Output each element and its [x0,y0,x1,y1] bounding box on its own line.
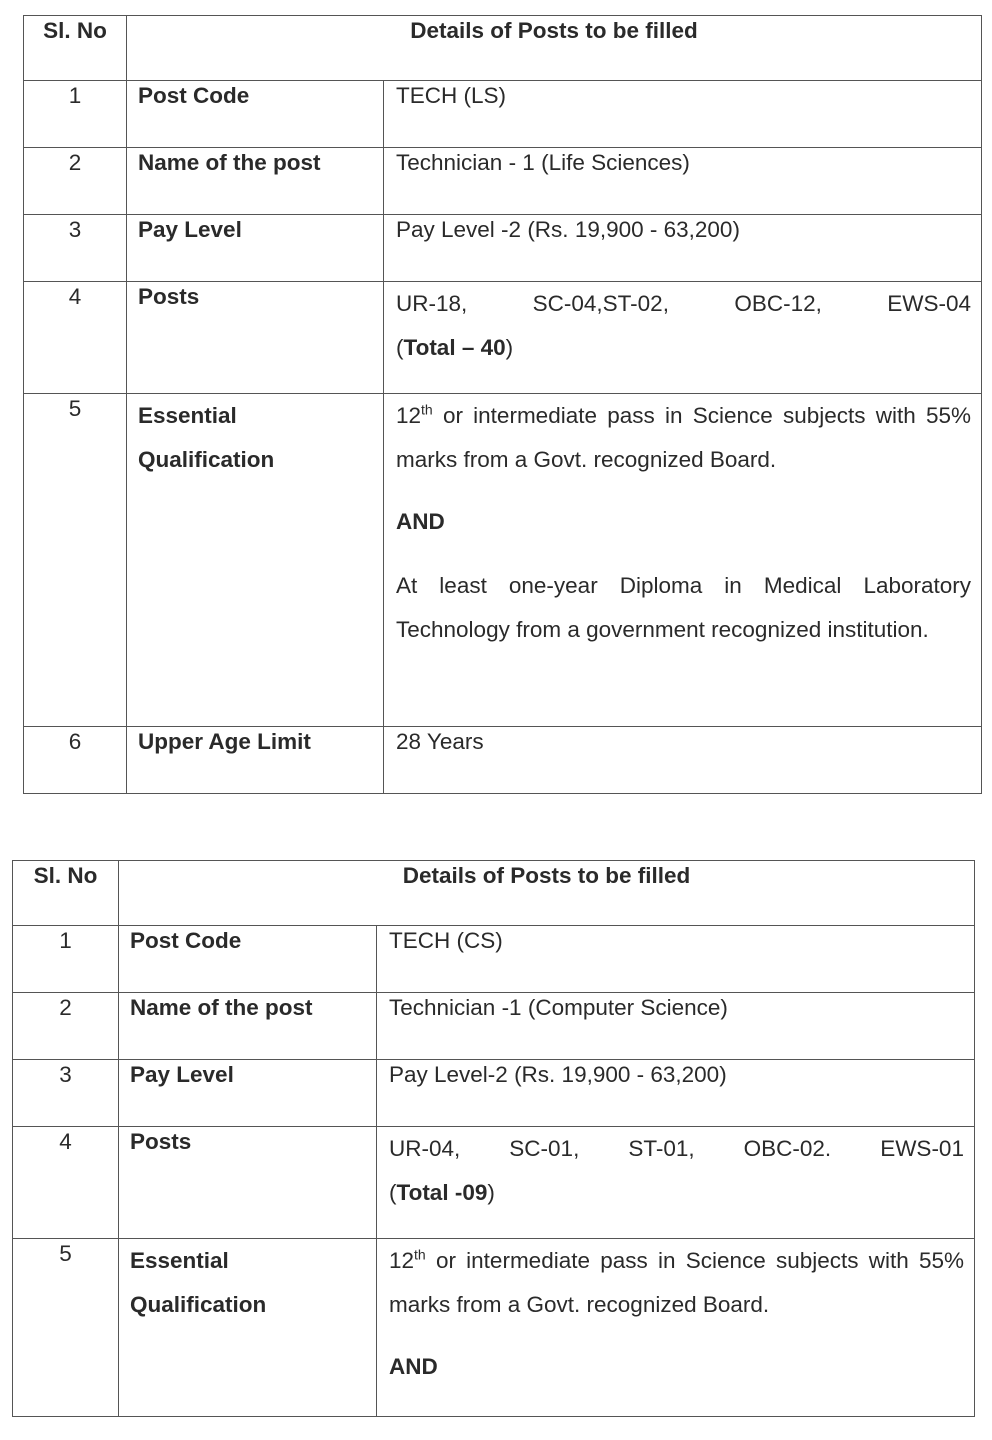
row-value: TECH (CS) [377,926,975,993]
post-category: ST-01, [628,1136,695,1161]
post-category: UR-04, [389,1136,461,1161]
table-row-pay-level [24,215,982,282]
post-category: SC-04,ST-02, [532,291,669,316]
posts-total-bold: Total -09 [396,1180,488,1205]
row-number: 4 [13,1127,119,1239]
row-number: 1 [13,926,119,993]
and-connector: AND [396,509,445,534]
row-number: 5 [13,1239,119,1417]
table-row-post-code [13,926,975,993]
table-header-row [13,861,975,926]
post-category: SC-01, [509,1136,580,1161]
row-label: Pay Level [119,1060,377,1127]
row-value: 28 Years [384,727,982,794]
table-row-post-name [13,993,975,1060]
row-value: Technician - 1 (Life Sciences) [384,148,982,215]
row-label: Name of the post [127,148,384,215]
table-header-row [24,16,982,81]
row-label: Upper Age Limit [127,727,384,794]
row-number: 4 [24,282,127,394]
row-value: Pay Level -2 (Rs. 19,900 - 63,200) [384,215,982,282]
post-category: OBC-02. [743,1136,832,1161]
post-category: UR-18, [396,291,468,316]
posts-total-bold: Total – 40 [403,335,506,360]
and-connector: AND [389,1354,438,1379]
header-sl-no: Sl. No [24,16,127,81]
qualification-text: 12th or intermediate pass in Science subjects with 55% marks from a Govt. recognized Board. [396,401,972,472]
posts-breakdown [396,282,971,326]
row-value [377,1239,975,1417]
table-row-posts [13,1127,975,1239]
posts-breakdown [389,1127,964,1171]
diploma-text: At least one-year Diploma in Medical Laboratory Technology from a government recognized institution. [396,573,972,642]
row-value: Technician -1 (Computer Science) [377,993,975,1060]
qualification-text: 12th or intermediate pass in Science subjects with 55% marks from a Govt. recognized Board. [389,1246,965,1317]
posts-table-computer-science [12,860,975,1417]
table-row-posts [24,282,982,394]
table-row-age-limit [24,727,982,794]
row-label: Posts [119,1127,377,1239]
row-number: 6 [24,727,127,794]
row-number: 2 [24,148,127,215]
post-category: OBC-12, [734,291,822,316]
table-row-post-name [24,148,982,215]
posts-total: (Total -09) [389,1180,495,1205]
table-row-post-code [24,81,982,148]
row-value [384,394,982,727]
row-label: Posts [127,282,384,394]
header-sl-no: Sl. No [13,861,119,926]
row-value [384,282,982,394]
row-number: 5 [24,394,127,727]
posts-total: (Total – 40) [396,335,514,360]
row-label: Pay Level [127,215,384,282]
row-label: Name of the post [119,993,377,1060]
table-row-qualification [13,1239,975,1417]
row-label: Post Code [119,926,377,993]
row-value: Pay Level-2 (Rs. 19,900 - 63,200) [377,1060,975,1127]
row-label: Essential Qualification [119,1239,377,1417]
post-category: EWS-04 [887,291,971,316]
table-row-qualification [24,394,982,727]
row-number: 1 [24,81,127,148]
row-label: Post Code [127,81,384,148]
row-number: 3 [24,215,127,282]
row-value [377,1127,975,1239]
row-number: 3 [13,1060,119,1127]
table-row-pay-level [13,1060,975,1127]
row-value: TECH (LS) [384,81,982,148]
header-details: Details of Posts to be filled [127,16,982,81]
post-category: EWS-01 [880,1136,964,1161]
header-details: Details of Posts to be filled [119,861,975,926]
posts-table-life-sciences [23,15,982,794]
row-number: 2 [13,993,119,1060]
row-label: Essential Qualification [127,394,384,727]
